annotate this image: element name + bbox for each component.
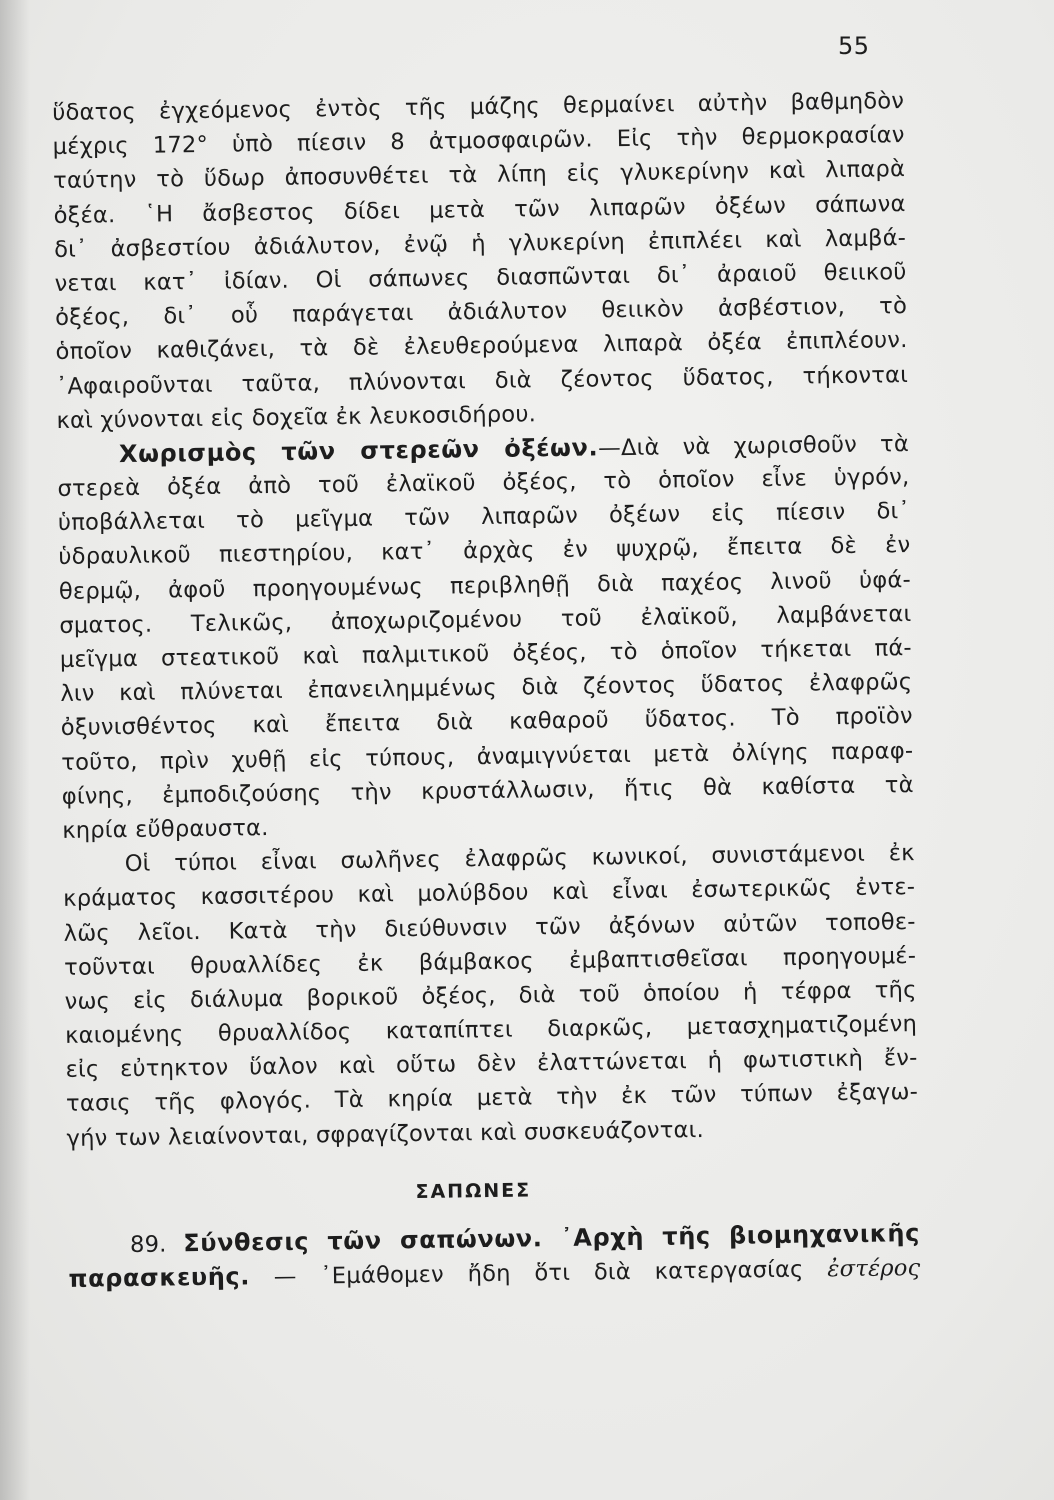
section-number: 89.	[129, 1231, 167, 1258]
body-text	[52, 84, 921, 1296]
inline-heading-cont: παρασκευῆς.	[68, 1262, 251, 1293]
text-line: θερμῷ, ἀφοῦ προηγουμένως περιβληθῇ διὰ παχέος λινοῦ ὑφά-	[58, 566, 912, 605]
text-line: Οἱ τύποι εἶναι σωλῆνες ἐλαφρῶς κωνικοί, συνιστάμενοι ἐκ	[124, 840, 915, 878]
text-line: καὶ χύνονται εἰς δοχεῖα ἐκ λευκοσιδήρου.	[56, 400, 537, 434]
text-line: μεῖγμα στεατικοῦ καὶ παλμιτικοῦ ὀξέος, τὸ ὁποῖον τήκεται πά-	[59, 635, 912, 673]
text-line: δι᾿ ἀσβεστίου ἀδιάλυτον, ἐνῷ ἡ γλυκερίνη ἐπιπλέει καὶ λαμβά-	[53, 224, 907, 263]
section-heading: ΣΑΠΩΝΕΣ	[415, 1179, 532, 1203]
italic-word: ἐστέρος	[827, 1254, 921, 1283]
text-line: φίνης, ἐμποδιζούσης τὴν κρυστάλλωσιν, ἥτις θὰ καθίστα τὰ	[61, 771, 914, 810]
text-line: νως εἰς διάλυμα βορικοῦ ὀξέος, διὰ τοῦ ὁποίου ἡ τέφρα τῆς	[64, 976, 917, 1015]
text-line: ὀξέα. ῾Η ἄσβεστος δίδει μετὰ τῶν λιπαρῶν ὀξέων σάπωνα	[53, 190, 906, 229]
text-line: καιομένης θρυαλλίδος καταπίπτει διαρκῶς, μετασχηματιζομένη	[64, 1011, 918, 1049]
text-line: γήν των λειαίνονται, σφραγίζονται καὶ συσκευάζονται.	[66, 1116, 705, 1152]
text-line: τοῦνται θρυαλλίδες ἐκ βάμβακος ἐμβαπτισθεῖσαι προηγουμέ-	[63, 942, 917, 981]
text-line: λῶς λεῖοι. Κατὰ τὴν διεύθυνσιν τῶν ἀξόνων αὐτῶν τοποθε-	[63, 908, 916, 947]
text-line: τοῦτο, πρὶν χυθῇ εἰς τύπους, ἀναμιγνύεται μετὰ ὀλίγης παραφ-	[61, 737, 914, 776]
text-span: — ᾿Εμάθομεν ἤδη ὅτι διὰ κατεργασίας	[273, 1256, 804, 1291]
text-line: κράματος κασσιτέρου καὶ μολύβδου καὶ εἶναι ἐσωτερικῶς ἐντε-	[63, 874, 916, 913]
text-span: —Διὰ νὰ χωρισθοῦν τὰ	[598, 430, 910, 462]
text-line: σματος. Τελικῶς, ἀποχωριζομένου τοῦ ἐλαϊκοῦ, λαμβάνεται	[59, 600, 912, 639]
page-number: 55	[838, 32, 870, 60]
text-line: ταύτην τὸ ὕδωρ ἀποσυνθέτει τὰ λίπη εἰς γλυκερίνην καὶ λιπαρὰ	[53, 156, 906, 195]
text-line: λιν καὶ πλύνεται ἐπανειλημμένως διὰ ζέοντος ὕδατος ἐλαφρῶς	[60, 669, 913, 708]
text-line: ὕδατος ἐγχεόμενος ἐντὸς τῆς μάζης θερμαίνει αὐτὴν βαθμηδὸν	[52, 88, 905, 126]
inline-heading: Σύνθεσις τῶν σαπώνων. ᾿Αρχὴ τῆς βιομηχανικῆς	[183, 1218, 921, 1258]
text-line: ὀξυνισθέντος καὶ ἔπειτα διὰ καθαροῦ ὕδατος. Τὸ προϊὸν	[60, 703, 913, 742]
binding-shadow	[0, 0, 30, 1500]
text-line: εἰς εὐτηκτον ὕαλον καὶ οὕτω δὲν ἐλαττώνεται ἡ φωτιστικὴ ἔν-	[65, 1045, 918, 1084]
text-line: ὑδραυλικοῦ πιεστηρίου, κατ᾿ ἀρχὰς ἐν ψυχρῷ, ἔπειτα δὲ ἐν	[58, 532, 911, 571]
text-line: ὀξέος, δι᾿ οὗ παράγεται ἀδιάλυτον θειικὸν ἀσβέστιον, τὸ	[54, 293, 908, 332]
inline-heading: Χωρισμὸς τῶν στερεῶν ὀξέων.	[118, 433, 599, 468]
text-line: στερεὰ ὀξέα ἀπὸ τοῦ ἐλαϊκοῦ ὀξέος, τὸ ὁποῖον εἶνε ὑγρόν,	[57, 464, 910, 503]
text-line: μέχρις 172° ὑπὸ πίεσιν 8 ἀτμοσφαιρῶν. Εἰς τὴν θερμοκρασίαν	[52, 122, 905, 161]
text-line: ᾿Αφαιροῦνται ταῦτα, πλύνονται διὰ ζέοντος ὕδατος, τήκονται	[55, 361, 909, 400]
text-line: ὑποβάλλεται τὸ μεῖγμα τῶν λιπαρῶν ὀξέων εἰς πίεσιν δι᾿	[57, 498, 911, 537]
text-line: ὁποῖον καθιζάνει, τὰ δὲ ἐλευθερούμενα λιπαρὰ ὀξέα ἐπιπλέουν.	[55, 327, 908, 366]
text-line: κηρία εὔθραυστα.	[62, 814, 269, 844]
text-line: νεται κατ᾿ ἰδίαν. Οἱ σάπωνες διασπῶνται δι᾿ ἀραιοῦ θειικοῦ	[54, 259, 907, 297]
text-line: τασις τῆς φλογός. Τὰ κηρία μετὰ τὴν ἐκ τῶν τύπων ἐξαγω-	[65, 1079, 919, 1118]
